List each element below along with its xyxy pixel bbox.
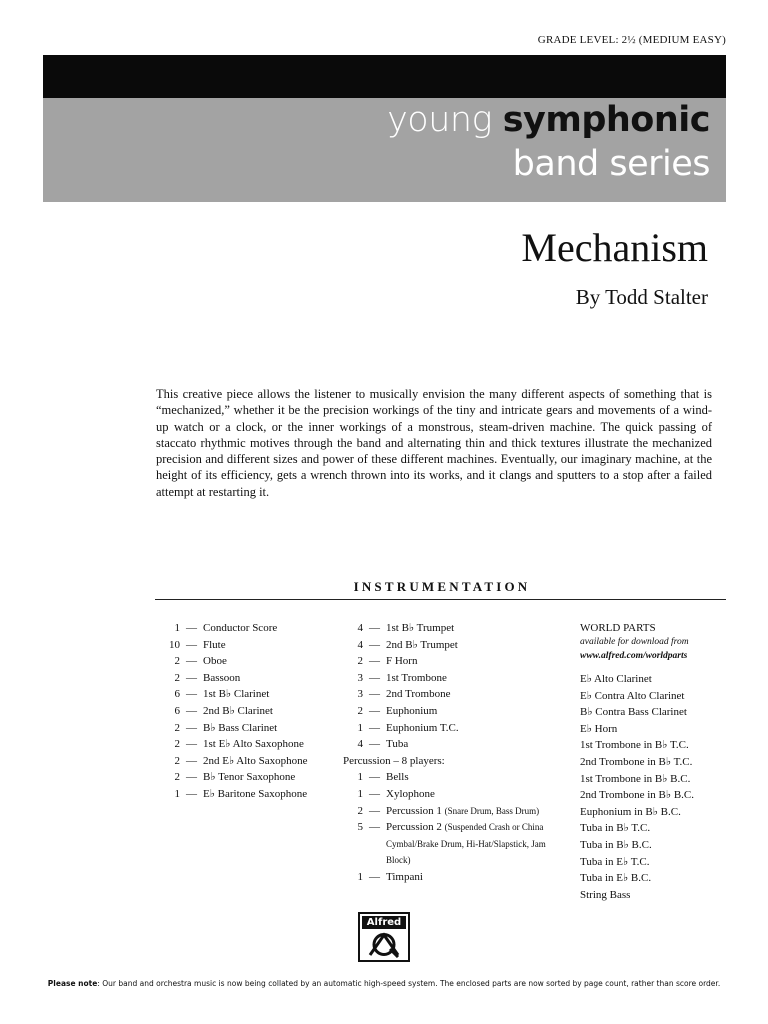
instrument-name-text: Euphonium (386, 704, 438, 717)
instrument-row (343, 703, 556, 720)
instrument-qty: 4 (357, 622, 363, 634)
series-banner (43, 98, 726, 202)
instrument-dash: — (369, 721, 380, 734)
instrument-name (386, 653, 417, 670)
instrument-row (343, 769, 556, 786)
instrument-dash: — (369, 804, 380, 817)
world-part-item: Tuba in E♭ B.C. (580, 872, 652, 885)
series-word-symphonic: symphonic (502, 100, 710, 140)
instrumentation-divider (155, 599, 726, 600)
instrument-qty: 5 (357, 821, 363, 834)
instrument-name-text: B♭ Bass Clarinet (203, 721, 278, 734)
alfred-logo (358, 912, 410, 962)
instrument-dash: — (369, 787, 380, 800)
instrument-row (343, 653, 556, 670)
footer-note (0, 979, 768, 988)
instrument-name (203, 703, 273, 720)
instrument-name (386, 686, 451, 703)
instrument-qty: 1 (357, 771, 363, 784)
instrument-dash: — (369, 821, 380, 834)
instrument-qty: 2 (174, 771, 180, 784)
instrument-name-text: 1st B♭ Trumpet (386, 622, 455, 634)
instrument-qty: 2 (174, 655, 180, 668)
instrument-name (386, 670, 447, 687)
instrument-dash: — (369, 655, 380, 668)
instrument-name-text: 2nd Trombone (386, 688, 451, 701)
world-part-item: Euphonium in B♭ B.C. (580, 805, 681, 818)
instrument-qty: 2 (174, 671, 180, 684)
instrument-name-text: Tuba (386, 738, 409, 751)
instrument-name (203, 753, 308, 770)
world-parts (580, 620, 694, 903)
series-title-line2: band series (512, 144, 710, 184)
instrument-name (386, 786, 435, 803)
instrument-dash: — (369, 738, 380, 751)
instrument-row (160, 753, 308, 770)
instrument-qty: 2 (357, 704, 363, 717)
instrument-qty: 4 (357, 638, 363, 651)
world-parts-list (580, 671, 694, 903)
instrument-dash: — (369, 870, 380, 883)
instrument-name-text: 1st E♭ Alto Saxophone (203, 738, 304, 751)
world-part-item: 1st Trombone in B♭ T.C. (580, 739, 689, 752)
world-part-item: E♭ Horn (580, 722, 618, 735)
footer-note-text: : Our band and orchestra music is now being collated by an automatic high-speed system. The enclosed parts are now sorted by page count, rather than score order. (97, 979, 721, 988)
instrument-dash: — (186, 671, 197, 684)
instrument-row (343, 720, 556, 737)
instrument-row (160, 686, 308, 703)
instrument-name-text: 2nd B♭ Trumpet (386, 638, 458, 651)
instrument-qty: 2 (174, 738, 180, 751)
instrument-name-text: Oboe (203, 655, 227, 668)
percussion-list (343, 769, 556, 885)
instrument-name-text: 1st B♭ Clarinet (203, 688, 270, 701)
instrument-row (343, 736, 556, 753)
instrument-name-text: Bells (386, 771, 409, 784)
instrument-column-woodwinds (160, 620, 308, 803)
world-part-item: 1st Trombone in B♭ B.C. (580, 772, 691, 785)
instrument-name (203, 736, 304, 753)
instrument-qty: 1 (357, 721, 363, 734)
instrument-detail: (Snare Drum, Bass Drum) (444, 805, 540, 816)
world-part-item: Tuba in B♭ T.C. (580, 822, 651, 835)
world-part-item: B♭ Contra Bass Clarinet (580, 706, 687, 719)
instrument-qty: 6 (174, 688, 180, 701)
world-parts-title: WORLD PARTS (580, 622, 656, 634)
instrument-row (160, 670, 308, 687)
instrument-qty: 2 (357, 655, 363, 668)
series-title-line1 (387, 100, 710, 140)
instrument-row (160, 720, 308, 737)
instrument-dash: — (186, 638, 197, 651)
instrument-name-text: F Horn (386, 655, 418, 668)
instrument-row (160, 786, 308, 803)
instrument-row (343, 786, 556, 803)
instrument-name (386, 769, 409, 786)
instrument-qty: 1 (174, 622, 180, 634)
instrument-row (343, 637, 556, 654)
instrument-name (386, 720, 459, 737)
footer-note-label: Please note (47, 979, 98, 988)
piece-title: Mechanism (521, 225, 708, 270)
instrument-dash: — (369, 704, 380, 717)
instrument-name (203, 620, 277, 637)
instrument-dash: — (369, 671, 380, 684)
alfred-logo-text: Alfred (362, 916, 406, 929)
grade-level: GRADE LEVEL: 2½ (MEDIUM EASY) (537, 34, 726, 46)
instrument-name-text: B♭ Tenor Saxophone (203, 771, 296, 784)
composer: By Todd Stalter (575, 285, 708, 309)
instrument-qty: 2 (174, 754, 180, 767)
instrument-name-text: Flute (203, 638, 226, 651)
instrument-row (160, 620, 308, 637)
header-banner-black (43, 55, 726, 98)
instrument-name-text: 2nd E♭ Alto Saxophone (203, 754, 308, 767)
instrument-qty: 3 (357, 688, 363, 701)
world-part-item: Tuba in B♭ B.C. (580, 838, 652, 851)
world-part-item: E♭ Contra Alto Clarinet (580, 689, 685, 702)
instrument-name-text: 1st Trombone (386, 671, 447, 684)
instrument-row (343, 869, 556, 886)
instrument-dash: — (186, 738, 197, 751)
instrument-name (386, 703, 437, 720)
instrument-qty: 1 (357, 787, 363, 800)
instrument-name (203, 769, 295, 786)
instrument-name-text: Percussion 1 (386, 804, 442, 817)
instrument-name (203, 670, 240, 687)
instrument-row (160, 736, 308, 753)
instrument-qty: 1 (357, 870, 363, 883)
instrument-dash: — (186, 771, 197, 784)
instrument-dash: — (186, 688, 197, 701)
description: This creative piece allows the listener to musically envision the many different aspects of something that is “mechanized,” whether it be the precision workings of the tiny and intricate gears and movements of a wind-up watch or a clock, or the inner workings of a monstrous, steam-driven machine. The quick passing of staccato rhythmic motives through the band and alternating thin and thick textures illustrate the mechanized precision and different sizes and power of these different machines. Eventually, our imaginary machine, at the height of its efficiency, gets a wrench thrown into its works, and it clangs and sputters to a stop after a failed attempt at restarting it. (156, 387, 712, 499)
instrument-column-brass-percussion (343, 620, 556, 886)
instrument-name (203, 686, 269, 703)
instrument-dash: — (369, 638, 380, 651)
instrument-dash: — (369, 771, 380, 784)
alfred-logo-icon (362, 931, 406, 958)
world-parts-subtitle: available for download from (580, 637, 689, 647)
instrument-name (203, 653, 227, 670)
instrument-dash: — (186, 721, 197, 734)
instrument-row (343, 686, 556, 703)
instrument-name (203, 637, 226, 654)
instrument-name-text: E♭ Baritone Saxophone (203, 787, 308, 800)
instrument-name (386, 869, 423, 886)
instrument-name (386, 803, 556, 820)
instrument-dash: — (369, 622, 380, 634)
instrument-dash: — (186, 704, 197, 717)
world-part-item: Tuba in E♭ T.C. (580, 855, 650, 868)
instrument-dash: — (369, 688, 380, 701)
instrument-name-text: Xylophone (386, 787, 435, 800)
percussion-heading: Percussion – 8 players: (343, 754, 445, 767)
instrument-row (343, 819, 556, 869)
instrument-row (160, 769, 308, 786)
instrument-row (160, 637, 308, 654)
instrument-row (160, 703, 308, 720)
instrument-name (386, 637, 458, 654)
instrumentation-heading: INSTRUMENTATION (353, 579, 531, 594)
world-part-item: E♭ Alto Clarinet (580, 673, 652, 685)
series-word-young: young (387, 100, 493, 140)
world-part-item: 2nd Trombone in B♭ B.C. (580, 789, 694, 802)
world-parts-url[interactable]: www.alfred.com/worldparts (580, 651, 688, 661)
instrument-name (203, 720, 277, 737)
world-part-item: String Bass (580, 888, 631, 901)
instrument-qty: 2 (174, 721, 180, 734)
instrument-qty: 1 (174, 787, 180, 800)
instrument-qty: 10 (169, 638, 180, 651)
instrument-qty: 2 (357, 804, 363, 817)
instrument-detail: (Suspended Crash or China Cymbal/Brake Drum, Hi-Hat/Slapstick, Jam Block) (386, 822, 546, 866)
instrument-qty: 6 (174, 704, 180, 717)
instrument-name-text: Bassoon (203, 671, 241, 684)
instrument-dash: — (186, 622, 197, 634)
instrument-dash: — (186, 754, 197, 767)
instrument-name (386, 620, 454, 637)
instrument-name-text: Percussion 2 (386, 821, 442, 834)
instrument-name-text: Euphonium T.C. (386, 721, 459, 734)
instrument-dash: — (186, 787, 197, 800)
instrument-row (343, 803, 556, 820)
instrument-dash: — (186, 655, 197, 668)
instrument-name-text: Conductor Score (203, 622, 278, 634)
instrument-name (386, 736, 408, 753)
instrument-qty: 4 (357, 738, 363, 751)
brass-list (343, 620, 556, 753)
instrument-name-text: 2nd B♭ Clarinet (203, 704, 273, 717)
instrument-name-text: Timpani (386, 870, 423, 883)
instrument-row (160, 653, 308, 670)
instrument-row (343, 670, 556, 687)
instrument-qty: 3 (357, 671, 363, 684)
instrument-name (203, 786, 307, 803)
instrument-name (386, 819, 556, 869)
world-part-item: 2nd Trombone in B♭ T.C. (580, 755, 693, 768)
instrument-row (343, 620, 556, 637)
